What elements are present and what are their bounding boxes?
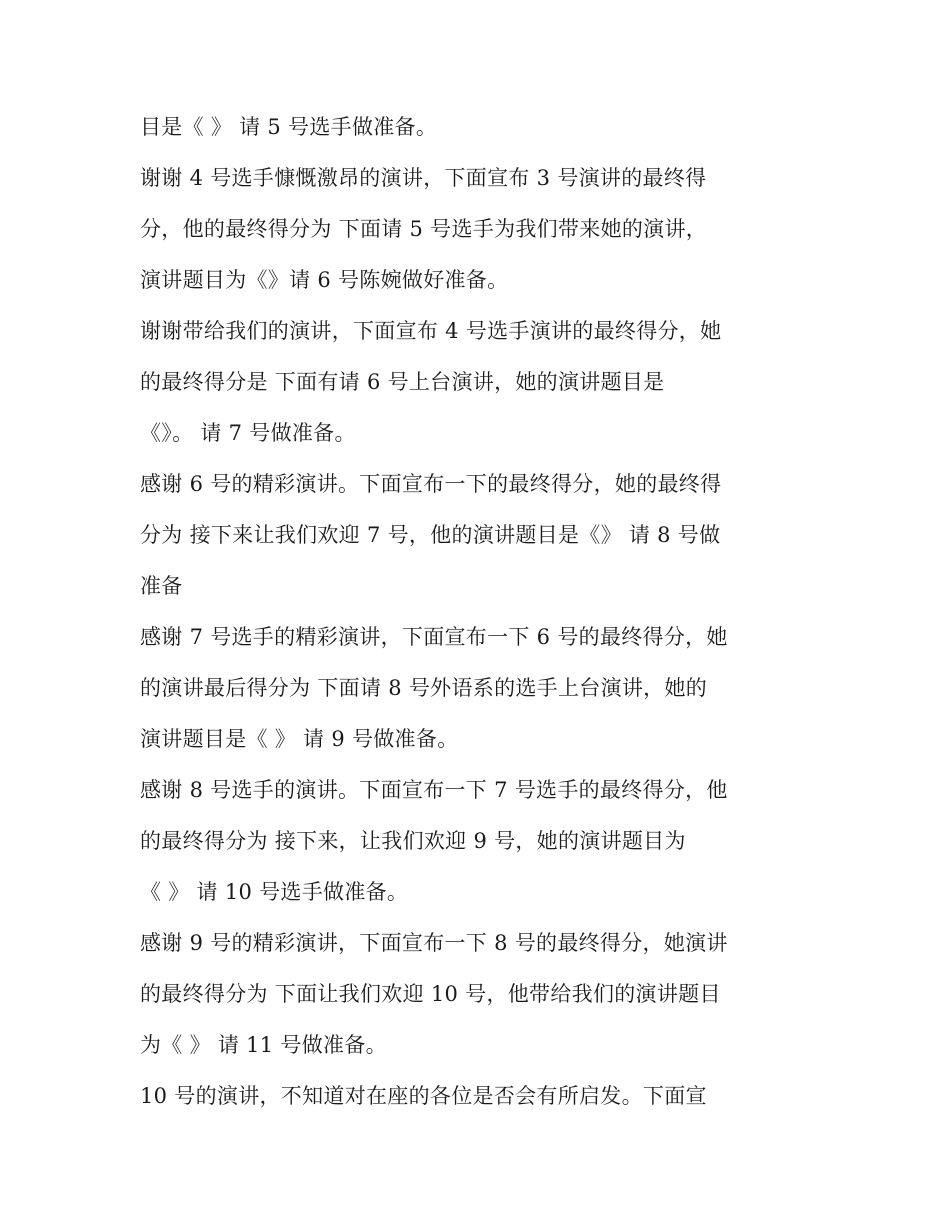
text-line: 《》。 请 7 号做准备。 bbox=[140, 421, 356, 445]
text-line: 演讲题目为《》请 6 号陈婉做好准备。 bbox=[140, 268, 509, 292]
text-line: 目是《 》 请 5 号选手做准备。 bbox=[140, 115, 438, 139]
text-line: 的最终得分为 接下来，让我们欢迎 9 号，她的演讲题目为 bbox=[140, 829, 686, 853]
text-line: 准备 bbox=[140, 574, 183, 598]
text-line: 感谢 6 号的精彩演讲。下面宣布一下的最终得分，她的最终得 bbox=[140, 472, 722, 496]
text-line: 为《 》 请 11 号做准备。 bbox=[140, 1033, 387, 1057]
text-line: 的最终得分是 下面有请 6 号上台演讲，她的演讲题目是 bbox=[140, 370, 665, 394]
text-line: 感谢 9 号的精彩演讲，下面宣布一下 8 号的最终得分，她演讲 bbox=[140, 931, 728, 955]
text-line: 演讲题目是《 》 请 9 号做准备。 bbox=[140, 727, 459, 751]
text-line: 的演讲最后得分为 下面请 8 号外语系的选手上台演讲，她的 bbox=[140, 676, 708, 700]
text-line: 感谢 8 号选手的演讲。下面宣布一下 7 号选手的最终得分，他 bbox=[140, 778, 728, 802]
text-line: 分，他的最终得分为 下面请 5 号选手为我们带来她的演讲， bbox=[140, 217, 708, 241]
text-line: 10 号的演讲，不知道对在座的各位是否会有所启发。下面宣 bbox=[140, 1084, 707, 1108]
text-line: 分为 接下来让我们欢迎 7 号，他的演讲题目是《》 请 8 号做 bbox=[140, 523, 721, 547]
document-body bbox=[140, 102, 820, 1122]
text-line: 谢谢带给我们的演讲，下面宣布 4 号选手演讲的最终得分，她 bbox=[140, 319, 722, 343]
text-line: 感谢 7 号选手的精彩演讲，下面宣布一下 6 号的最终得分，她 bbox=[140, 625, 728, 649]
text-line: 谢谢 4 号选手慷慨激昂的演讲，下面宣布 3 号演讲的最终得 bbox=[140, 166, 707, 190]
text-line: 《 》 请 10 号选手做准备。 bbox=[140, 880, 409, 904]
text-line: 的最终得分为 下面让我们欢迎 10 号，他带给我们的演讲题目 bbox=[140, 982, 721, 1006]
